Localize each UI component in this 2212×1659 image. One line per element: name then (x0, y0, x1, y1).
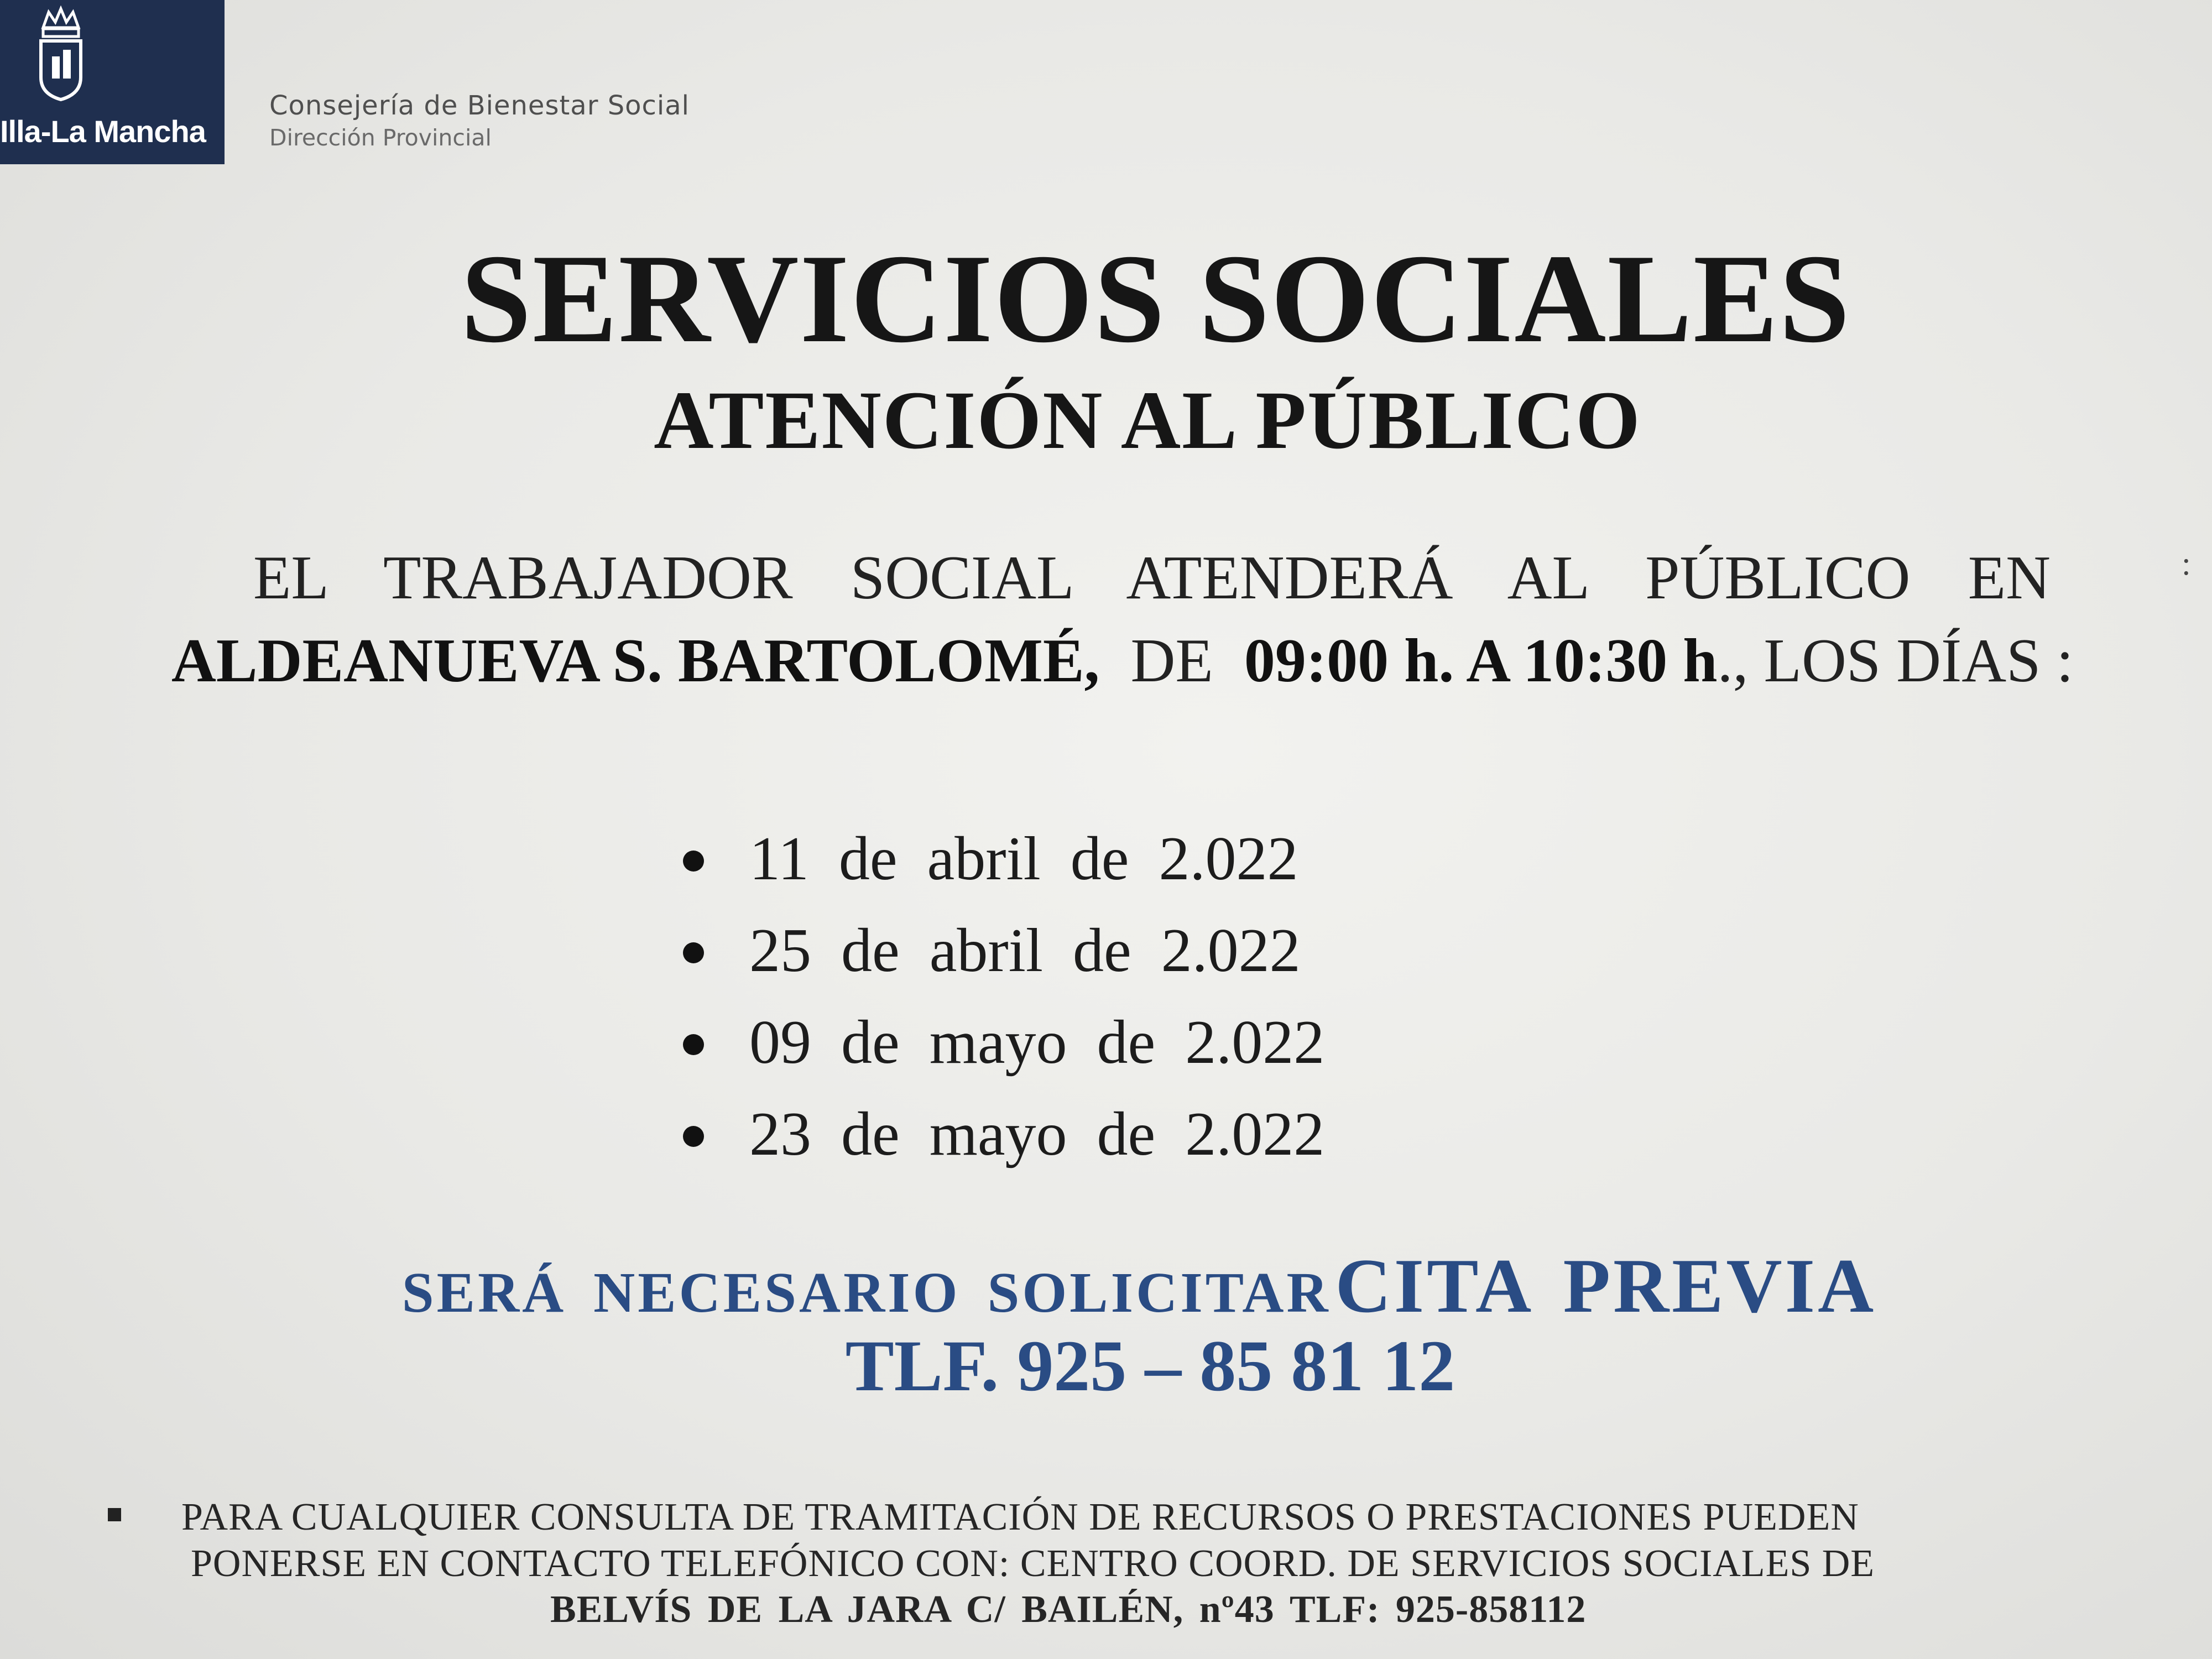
bullet-icon (683, 851, 704, 872)
location: ALDEANUEVA S. BARTOLOMÉ, (171, 627, 1100, 695)
list-item (677, 813, 1324, 905)
footer-contact: BELVÍS DE LA JARA C/ BAILÉN, nº43 TLF: 925-858112 (550, 1588, 1587, 1631)
list-item (677, 1088, 1324, 1180)
footer-line-1: PARA CUALQUIER CONSULTA DE TRAMITACIÓN DE RECURSOS O PRESTACIONES PUEDEN (181, 1496, 1859, 1538)
page-title: SERVICIOS SOCIALES (460, 228, 1851, 369)
crown-shield-icon (33, 6, 88, 102)
square-bullet-icon (108, 1508, 121, 1521)
list-item (677, 997, 1324, 1088)
date-text: 11 de abril de 2.022 (749, 825, 1298, 893)
department-name: Consejería de Bienestar Social (269, 90, 690, 121)
page-subtitle: ATENCIÓN AL PÚBLICO (654, 374, 1641, 466)
department-header (269, 88, 690, 153)
list-item (677, 905, 1324, 997)
date-text: 23 de mayo de 2.022 (749, 1100, 1325, 1168)
notice-lead: SERÁ NECESARIO SOLICITAR (401, 1261, 1331, 1324)
intro-line: EL TRABAJADOR SOCIAL ATENDERÁ AL PÚBLICO EN (253, 544, 2051, 612)
bullet-icon (683, 1034, 704, 1055)
appointment-notice (0, 1241, 2212, 1331)
days-label: ., LOS DÍAS : (1717, 627, 2074, 695)
schedule-line (171, 622, 2074, 700)
from-word: DE (1130, 627, 1213, 695)
date-list (677, 813, 1324, 1180)
bullet-icon (683, 1126, 704, 1147)
regional-government-logo (0, 0, 225, 164)
phone-number: TLF. 925 – 85 81 12 (845, 1325, 1455, 1406)
logo-text: Illa-La Mancha (0, 114, 206, 149)
date-text: 25 de abril de 2.022 (749, 916, 1301, 985)
footer-line-2: PONERSE EN CONTACTO TELEFÓNICO CON: CENTRO COORD. DE SERVICIOS SOCIALES DE (191, 1542, 1875, 1585)
sub-department: Dirección Provincial (269, 124, 492, 151)
date-text: 09 de mayo de 2.022 (749, 1008, 1325, 1077)
notice-emphasis: CITA PREVIA (1335, 1243, 1877, 1329)
hours: 09:00 h. A 10:30 h (1244, 627, 1718, 695)
bullet-icon (683, 942, 704, 963)
side-mark: : (2182, 545, 2191, 582)
